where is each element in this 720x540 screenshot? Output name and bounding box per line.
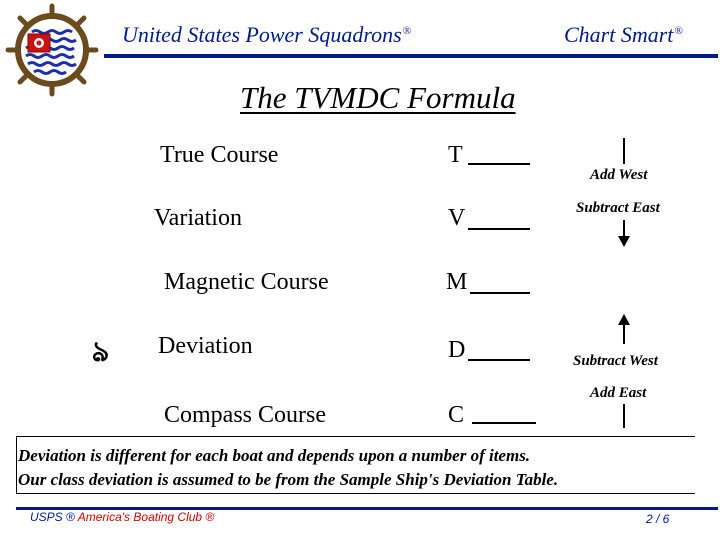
page-number: 2 / 6 (646, 512, 670, 526)
footer-note-line-2: Our class deviation is assumed to be from the Sample Ship's Deviation Table. (18, 470, 559, 489)
note-add-west: Add West (590, 167, 648, 183)
footer-branding: USPS ® America's Boating Club ® (30, 510, 215, 524)
product-name: Chart Smart® (564, 22, 683, 47)
answer-blank (472, 422, 536, 424)
answer-blank (468, 163, 530, 165)
note-add-east: Add East (590, 385, 647, 401)
note-subtract-west: Subtract West (573, 353, 658, 369)
row-label-variation: Variation (154, 205, 242, 231)
answer-blank (468, 359, 530, 361)
row-letter-t: T (448, 142, 463, 168)
row-letter-c: C (448, 402, 465, 428)
arrow-up-icon (614, 314, 634, 344)
row-letter-m: M (446, 269, 468, 295)
row-letter-v: V (448, 205, 466, 231)
row-label-magnetic-course: Magnetic Course (164, 269, 329, 295)
note-subtract-east: Subtract East (576, 200, 660, 216)
header-divider (104, 54, 718, 58)
row-label-true-course: True Course (160, 142, 279, 168)
row-label-deviation: Deviation (158, 333, 253, 359)
arrow-up-bottom-line (623, 404, 625, 428)
organization-name: United States Power Squadrons® (122, 22, 412, 47)
deviation-symbol-icon: ঌ (92, 337, 109, 368)
slide-title: The TVMDC Formula (240, 80, 516, 115)
row-label-compass-course: Compass Course (164, 402, 326, 428)
footer-note-line-1: Deviation is different for each boat and depends upon a number of items. (18, 446, 531, 465)
answer-blank (470, 292, 530, 294)
ships-wheel-logo (2, 2, 102, 98)
arrow-down-top-line (623, 138, 625, 164)
arrow-down-icon (614, 220, 634, 248)
answer-blank (468, 228, 530, 230)
row-letter-d: D (448, 337, 466, 363)
